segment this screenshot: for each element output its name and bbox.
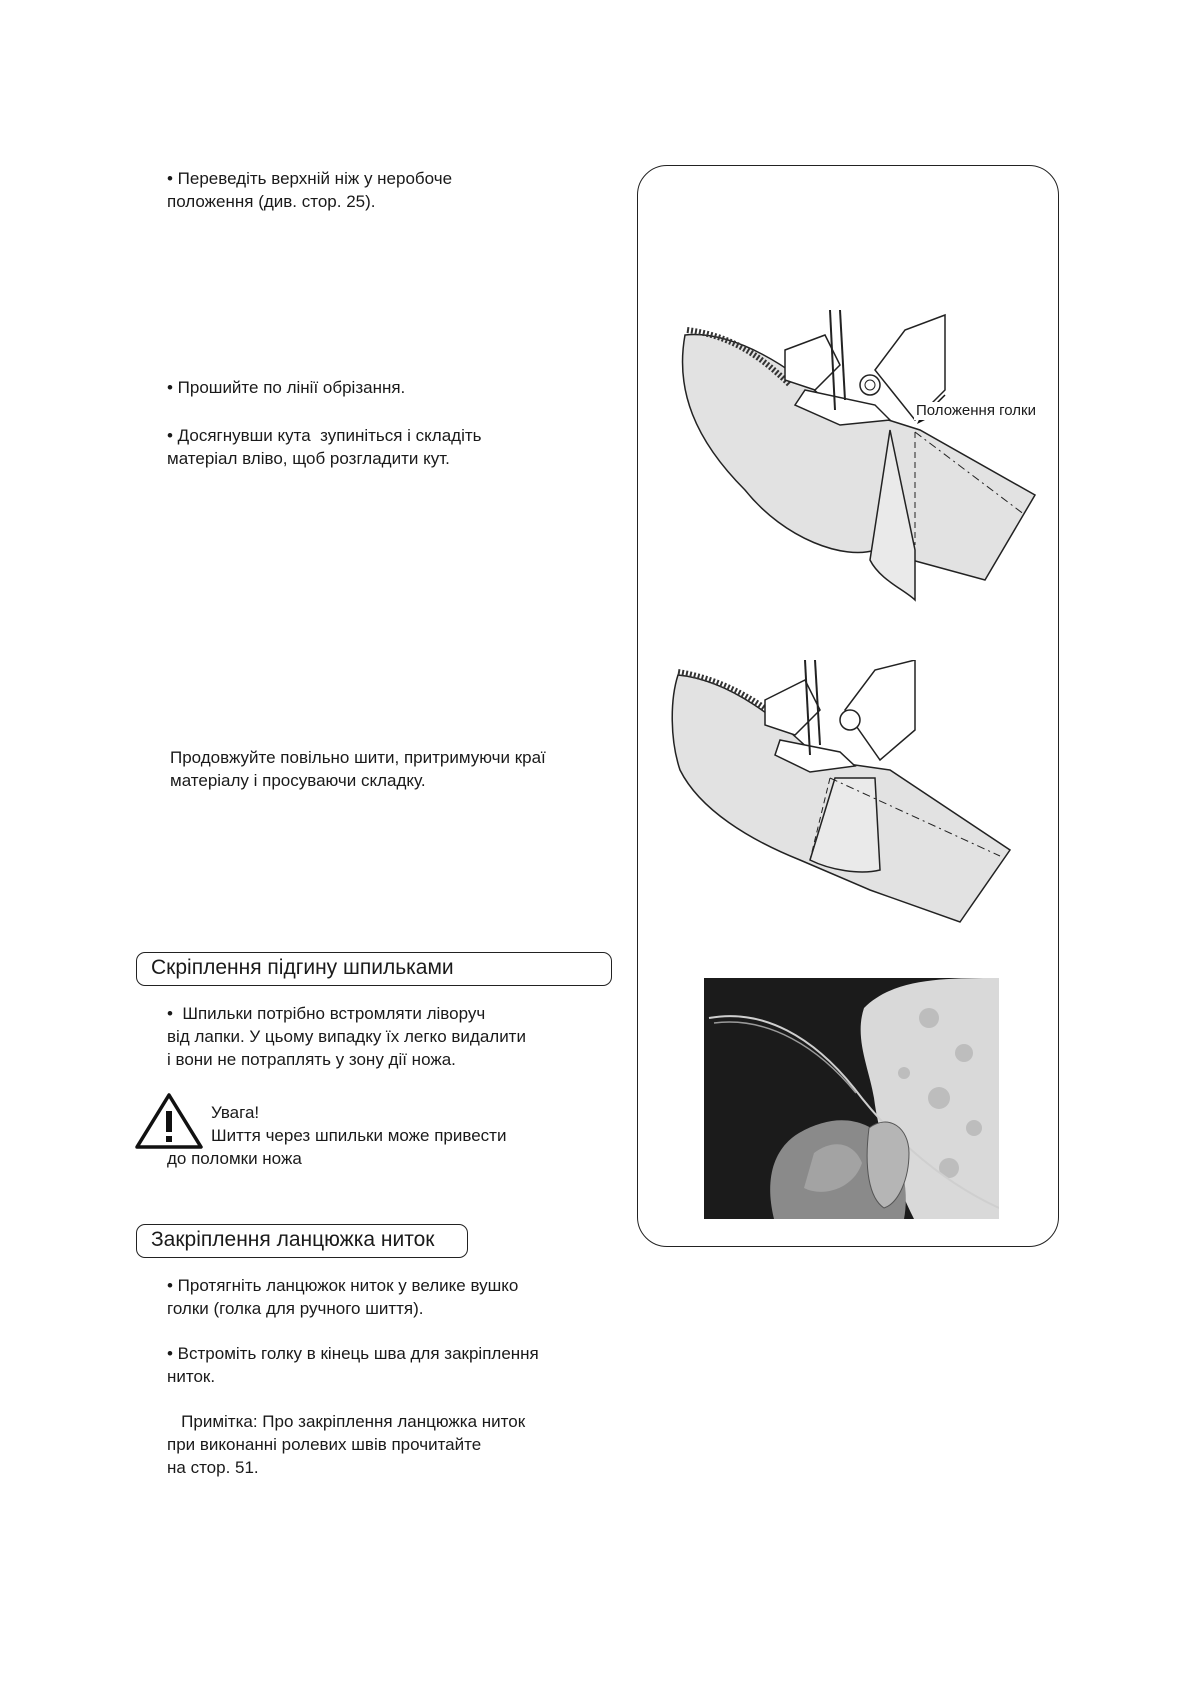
- needle-position-label: Положення голки: [916, 402, 1036, 419]
- step-fold-corner: • Досягнувши кута зупиніться і складіть матеріал вліво, щоб розгладити кут.: [167, 426, 482, 468]
- warning-text-line2: до поломки ножа: [167, 1149, 302, 1168]
- chain-step2: • Встроміть голку в кінець шва для закріплення ниток.: [167, 1344, 539, 1386]
- pins-instructions: • Шпильки потрібно встромляти ліворуч від лапки. У цьому випадку їх легко видалити і вони не потраплять у зону дії ножа.: [167, 1004, 526, 1069]
- step-continue-sewing: Продовжуйте повільно шити, притримуючи краї матеріалу і просуваючи складку.: [170, 748, 546, 790]
- chain-note: Примітка: Про закріплення ланцюжка ниток при виконанні ролевих швів прочитайте на стор. 51.: [167, 1412, 526, 1477]
- step-sew-cut-line: • Прошийте по лінії обрізання.: [167, 378, 406, 397]
- warning-text-line1: Шиття через шпильки може привести: [211, 1126, 507, 1145]
- warning-title: Увага!: [211, 1103, 260, 1122]
- photo-thread-chain: [704, 978, 999, 1219]
- illustration-fold-corner: [675, 310, 1055, 610]
- warning-triangle-icon: [134, 1092, 204, 1150]
- step-disengage-knife: • Переведіть верхній ніж у неробоче положення (див. стор. 25).: [167, 169, 453, 211]
- illustration-continue-sewing: [670, 660, 1050, 930]
- section-heading-chain: Закріплення ланцюжка ниток: [136, 1224, 468, 1258]
- section-heading-pins: Скріплення підгину шпильками: [136, 952, 612, 986]
- chain-step1: • Протягніть ланцюжок ниток у велике вушко голки (голка для ручного шиття).: [167, 1276, 519, 1318]
